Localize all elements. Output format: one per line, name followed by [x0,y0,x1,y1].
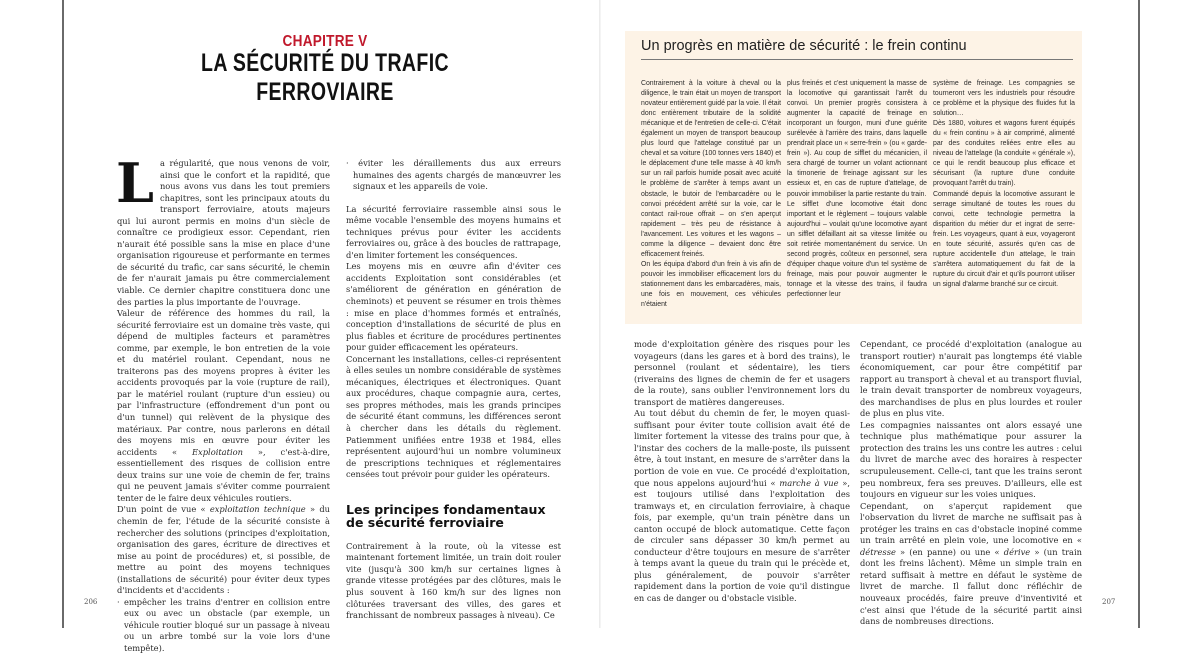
chapter-title: LA SÉCURITÉ DU TRAFIC FERROVIAIRE [201,49,449,106]
sidebar-title: Un progrès en matière de sécurité : le frein continu [641,38,967,54]
sidebar-column-3 [933,79,1075,290]
sidebar-paragraph: Le sifflet d'une locomotive était donc important et le règlement – toujours valable aujourd'hui – voulait qu'une locomotive ayant un sifflet défaillant ait sa vitesse limitée ou soit retirée momentanément du service. Un second progrès, coûteux en personnel, sera d'équiper chaque voiture d'un tel système de freinage, mais pour pouvoir augmenter le tonnage et la vitesse des trains, il faudra perfectionner leur [787,200,927,298]
bullet-item: · éviter les déraillements dus aux erreurs humaines des agents chargés de manœuvrer les signaux et les appareils de voie. [346,158,561,192]
left-column-2 [346,158,561,622]
paragraph: La sécurité ferroviaire rassemble ainsi sous le même vocable l'ensemble des moyens humains et techniques prévus pour éviter les accidents ferroviaires ou, grâce à des boucles de rattrapage, d'en limiter fortement les conséquences. [346,203,561,260]
left-column-1 [116,151,331,655]
paragraph: Cependant, ce procédé d'exploitation (analogue au transport routier) n'aurait pas longtemps été viable économiquement, car pour être compétitif par rapport au transport à cheval et au transport fluvial, le train devait transporter de nombreux voyageurs, des marchandises de plus en plus lourdes et rouler de plus en plus vite. [860,339,1082,419]
sidebar-column-1 [641,79,781,310]
paragraph: Concernant les installations, celles-ci représentent à elles seules un nombre considérable de systèmes mécaniques, électriques et électroniques. Quant aux procédures, chaque compagnie aura, certes, ses propres méthodes, mais les grands principes de sécurité étant communs, les différences seront à chercher dans les détails du règlement. Patiemment unifiées entre 1938 et 1984, elles représentent aujourd'hui un nombre volumineux de prescriptions techniques et réglementaires censées tout prévoir pour guider les opérateurs. [346,353,561,480]
sidebar-paragraph: Commandé depuis la locomotive assurant le serrage simultané de toutes les roues du convoi, cette technologie permettra la disparition du métier dur et ingrat de serre-frein. Les voyageurs, quant à eux, voyageront en toute sécurité, assurés qu'en cas de rupture accidentelle d'un attelage, le train s'arrêtera automatiquement du fait de la rupture du circuit d'air et qu'ils pourront utiliser un signal d'alarme branché sur ce circuit. [933,190,1075,288]
paragraph: D'un point de vue « exploitation technique » du chemin de fer, l'étude de la sécurité consiste à rechercher des solutions (principes d'exploitation, organisation des gares, écriture de directives et mise au point de procédures) et, si possible, de mettre au point des moyens techniques (installations de sécurité) pour éviter deux types d'incidents et d'accidents : [117,504,330,596]
right-column-2 [860,339,1082,628]
drop-cap: L [116,151,154,215]
book-gutter [599,0,601,628]
intro-paragraph: La régularité, que nous venons de voir, ainsi que le confort et la rapidité, que nous avons vus dans les tout premiers chapitres, sont les principaux atouts du transport ferroviaire, atouts majeurs qui lui auront permis en moins d'un siècle de connaître ce prodigieux essor. Cependant, rien n'aurait été possible sans la mise en place d'une organisation rigoureuse et performante en termes de sécurité du trafic, car sans sécurité, le chemin de fer n'aurait jamais pu être commercialement viable. Ce dernier chapitre constituera donc une des parties la plus importante de l'ouvrage. [116,151,330,307]
paragraph: Contrairement à la route, où la vitesse est maintenant fortement limitée, un train doit rouler vite (jusqu'à 300 km/h sur certaines lignes à grande vitesse protégées par des clôtures, mais le plus souvent à 160 km/h sur des lignes non clôturées traversant des villes, des gares et franchissant de nombreux passages à niveau). Ce [346,540,561,621]
sidebar-divider [641,59,1073,60]
section-heading: Les principes fondamentaux de sécurité ferroviaire [346,501,546,530]
sidebar-paragraph: plus freinés et c'est uniquement la masse de la locomotive qui garantissait l'arrêt du convoi. Un premier progrès consistera à augmenter la capacité de freinage en incorporant un fourgon, muni d'une guérite surélevée à l'arrière des trains, dans laquelle prendrait place un « serre-frein » (ou « garde-frein »). Au coup de sifflet du mécanicien, il sera chargé de tourner un volant actionnant la timonerie de freinage agissant sur les essieux et, en cas de rupture d'attelage, de pouvoir immobiliser la partie restante du train. [787,80,927,198]
left-page-edge [62,0,64,628]
paragraph: Cependant, on s'aperçut rapidement que l'observation du livret de marche ne suffisait pas à protéger les trains en cas d'obstacle inopiné comme un train arrêté en plein voie, une locomotive en « détresse » (en panne) ou une « dérive » (un train dont les freins lâchent). Même un simple train en retard suffisait à mettre en défaut le système de livret de marche. Il fallut donc réfléchir de nouveaux procédés, faire preuve d'inventivité et c'est ainsi que l'étude de la sécurité partit ainsi dans de nombreuses directions. [860,500,1082,627]
paragraph: mode d'exploitation génère des risques pour les voyageurs (dans les gares et à bord des trains), le personnel (roulant et sédentaire), les tiers (riverains des lignes de chemin de fer et usagers de la route), sans oublier l'environnement lors du transport de matières dangereuses. [634,339,850,407]
chapter-label: CHAPITRE V [282,33,368,50]
right-column-1 [634,339,850,605]
page-number-right: 207 [1102,598,1116,606]
paragraph: Au tout début du chemin de fer, le moyen quasi-suffisant pour éviter toute collision avait été de limiter fortement la vitesse des trains pour que, à l'instar des cochers de la malle-poste, ils puissent être, à tout instant, en mesure de s'arrêter dans la portion de voie en vue. Ce procédé d'exploitation, que nous appelons aujourd'hui « marche à vue », est toujours utilisé dans l'exploitation des tramways et, en circulation ferroviaire, à chaque fois, par exemple, qu'un train pénètre dans un canton occupé de block automatique. Cette façon de circuler sans dépasser 30 km/h permet au conducteur d'être toujours en mesure de s'arrêter à temps avant la queue du train qui le précède et, plus généralement, de pouvoir s'arrêter rapidement dans la portion de voie qu'il distingue en cas de danger ou d'obstacle visible. [634,408,850,604]
paragraph: Les compagnies naissantes ont alors essayé une technique plus mathématique pour assurer la protection des trains les uns contre les autres : celui du livret de marche avec des horaires à respecter scrupuleusement. Celle-ci, tant que les trains seront peu nombreux, fera ses preuves. D'ailleurs, elle est toujours en vigueur sur les voies uniques. [860,419,1082,500]
sidebar-paragraph: Dès 1880, voitures et wagons furent équipés du « frein continu » à air comprimé, alimenté par des conduites reliées entre elles au niveau de l'attelage (la conduite « générale »), ce qui le rendit beaucoup plus efficace et sécurisant (la rupture d'une conduite provoquant l'arrêt du train). [933,120,1075,188]
sidebar-paragraph: On les équipa d'abord d'un frein à vis afin de pouvoir les immobiliser efficacement lors du stationnement dans les embarcadères, mais, une fois en mouvement, ces véhicules n'étaient [641,260,781,309]
paragraph: Valeur de référence des hommes du rail, la sécurité ferroviaire est un domaine très vaste, qui dépend de multiples facteurs et paramètres comme, par exemple, le bon entretien de la voie et du matériel roulant. Cependant, nous ne traiterons pas des moyens propres à éviter les accidents provoqués par la voie (rupture de rail), par le matériel roulant (rupture d'un essieu) ou par l'infrastructure (effondrement d'un pont ou d'un tunnel) qui relèvent de la physique des matériaux. Par contre, nous parlerons en détail des moyens mis en œuvre pour éviter les accidents « Exploitation », c'est-à-dire, essentiellement des risques de collision entre deux trains sur une voie de chemin de fer, trains qui ne peuvent jamais s'éviter comme pourraient tenter de le faire deux véhicules routiers. [117,308,331,503]
sidebar-column-2 [787,79,927,300]
bullet-item: · empêcher les trains d'entrer en collision entre eux ou avec un obstacle (par exemple, un véhicule routier bloqué sur un passage à niveau ou un arbre tombé sur la voie lors d'une tempête). [117,596,330,653]
sidebar-paragraph: système de freinage. Les compagnies se tourneront vers les industriels pour résoudre ce problème et la physique des fluides fut la solution… [933,80,1075,118]
page-number-left: 206 [84,598,98,606]
paragraph: Les moyens mis en œuvre afin d'éviter ces accidents Exploitation sont considérables (et s'améliorent de génération en génération de cheminots) et peuvent se résumer en trois thèmes : mise en place d'hommes formés et entraînés, conception d'installations de sécurité de plus en plus fiables et écriture de procédures pertinentes pour guider efficacement les opérateurs. [346,261,561,353]
sidebar-paragraph: Contrairement à la voiture à cheval ou la diligence, le train était un moyen de transport novateur entièrement guidé par la voie. Il était donc entièrement tributaire de la solidité mécanique et de l'entretien de celle-ci. C'était également un moyen de transport beaucoup plus lourd que l'attelage constitué par un cheval et sa voiture (100 tonnes vers 1840) et le déplacement d'une telle masse à 40 km/h sur un rail parfois humide posait avec acuité le problème de s'arrêter à temps avant un obstacle, le butoir de l'embarcadère ou le convoi précédent arrêté sur la voie, car le contact rail-roue offrait – on s'en aperçut rapidement – très peu de résistance à l'avancement. Les voitures et les wagons – comme la diligence – devaient donc être efficacement freinés. [641,80,781,258]
right-page-edge [1138,0,1140,628]
